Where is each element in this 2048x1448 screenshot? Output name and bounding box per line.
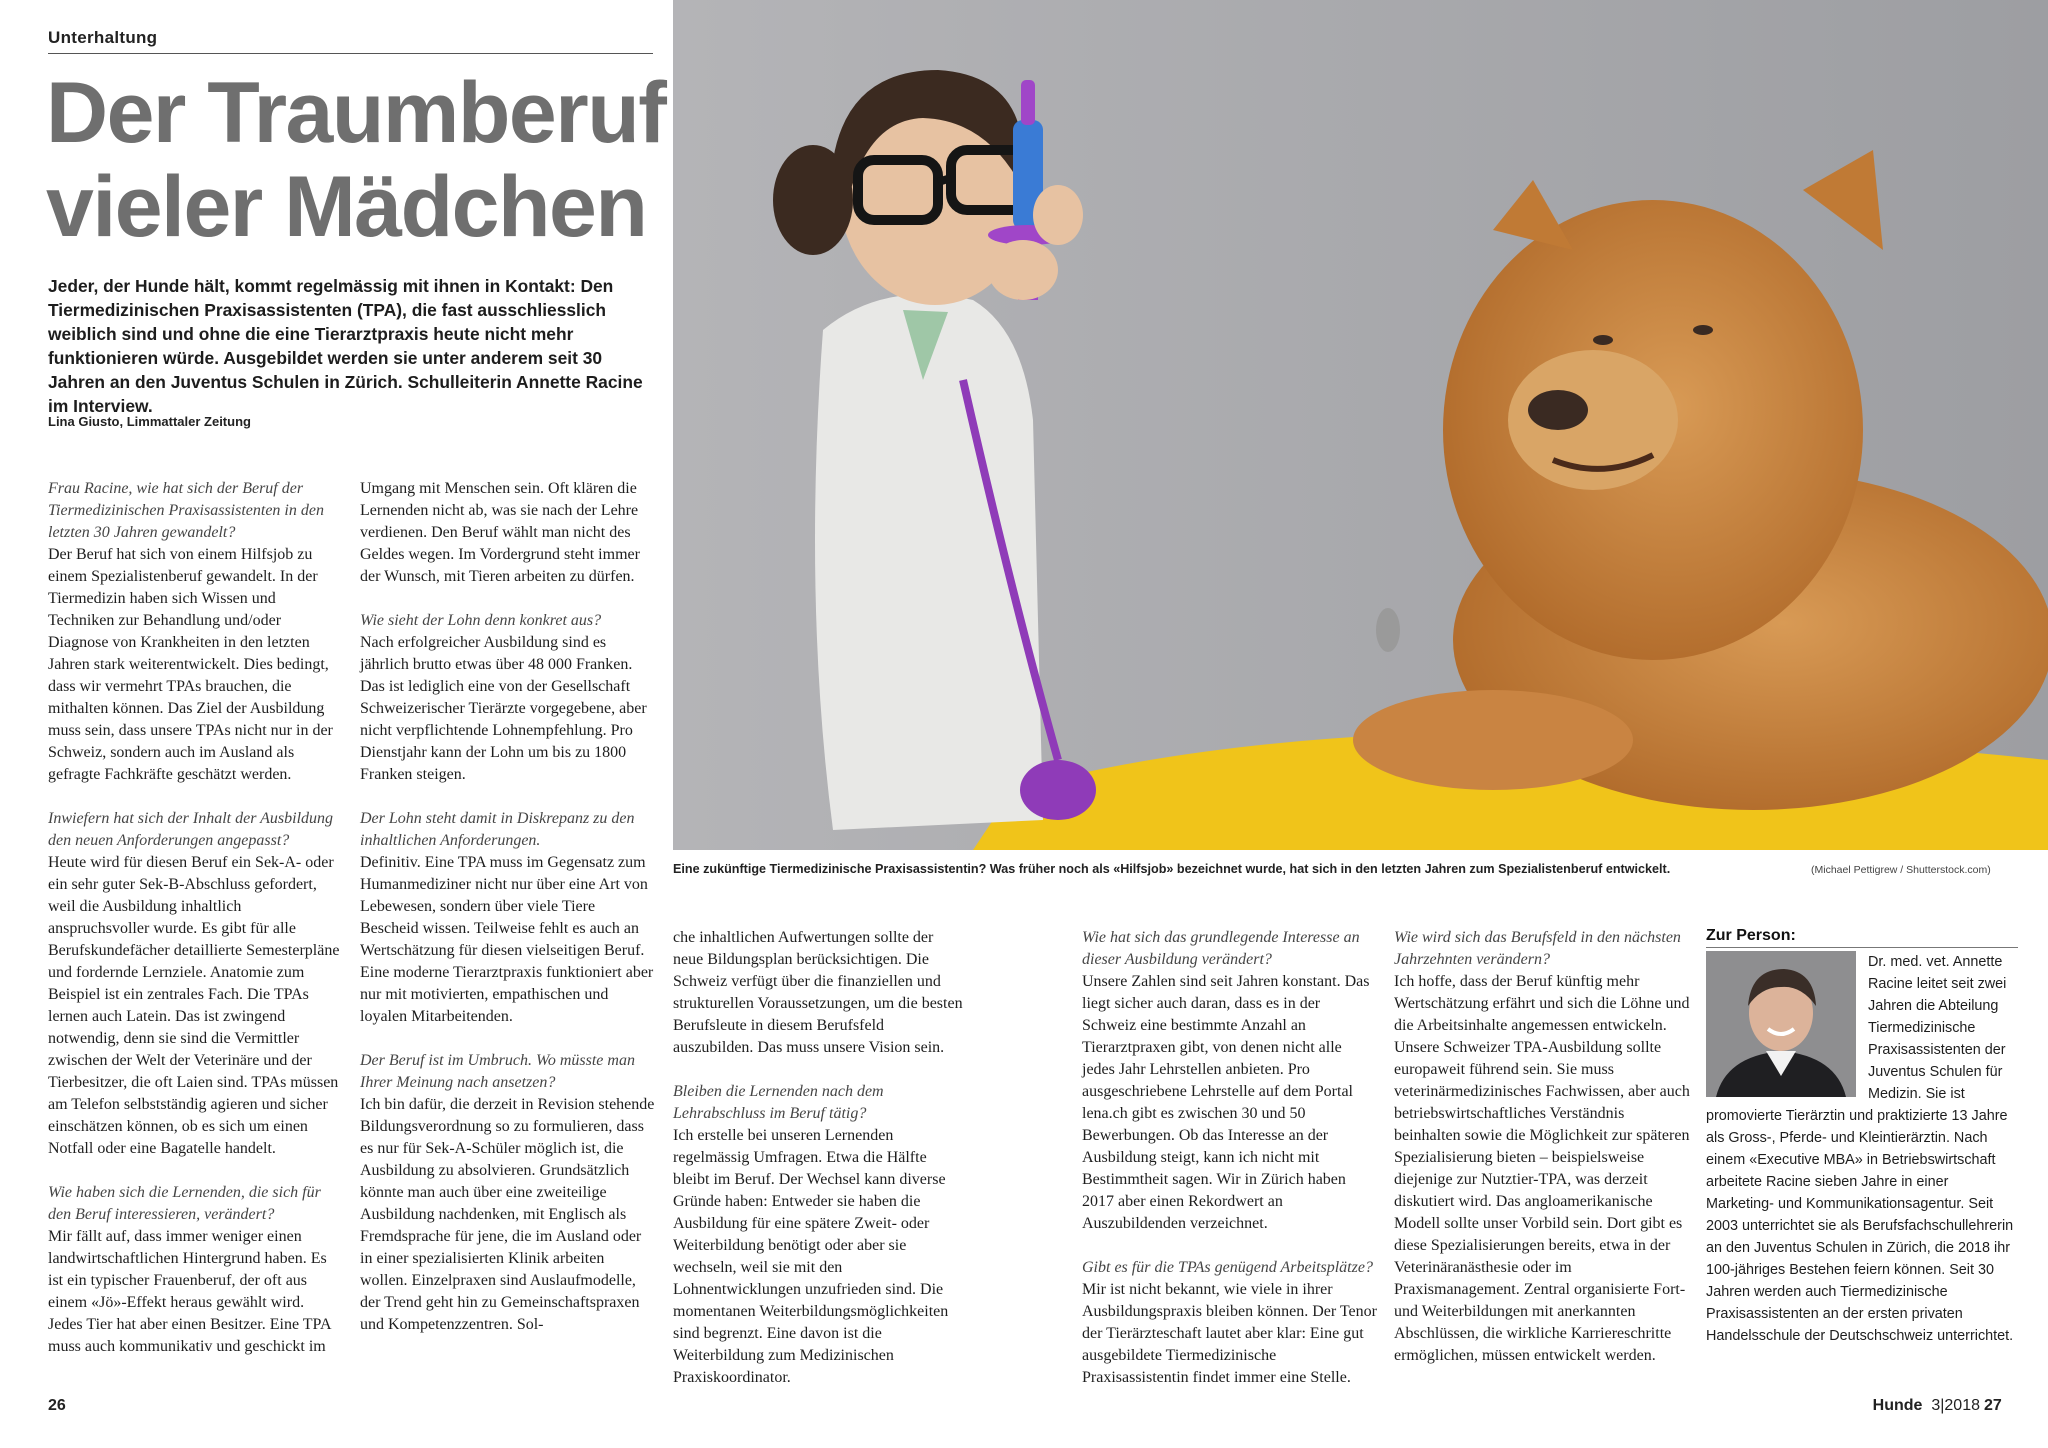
headline-line-1: Der Traumberuf	[46, 65, 666, 161]
person-box	[1706, 951, 2020, 1347]
magazine-name: Hunde	[1872, 1397, 1923, 1414]
interview-question: Bleiben die Lernenden nach dem Lehrabschluss im Beruf tätig?	[673, 1083, 884, 1122]
person-box-heading: Zur Person:	[1706, 927, 1796, 944]
hero-photo	[673, 0, 2048, 850]
page-number-left: 26	[48, 1397, 66, 1414]
qa-block	[360, 610, 655, 786]
qa-block	[1082, 1257, 1378, 1389]
interview-question: Wie haben sich die Lernenden, die sich für den Beruf interessieren, verändert?	[48, 1184, 321, 1223]
qa-block	[1394, 927, 1690, 1367]
qa-block	[673, 927, 967, 1059]
interview-answer: Mir fällt auf, dass immer weniger einen landwirtschaftlichen Hintergrund haben. Es ist ein typischer Frauenberuf, der oft aus einem «Jö»-Effekt heraus gewählt wird. Jedes Tier hat aber einen Besitzer. Eine TPA muss auch kommunikativ und geschickt im	[48, 1228, 331, 1355]
interview-question: Gibt es für die TPAs genügend Arbeitsplätze?	[1082, 1259, 1373, 1276]
interview-question: Der Lohn steht damit in Diskrepanz zu den inhaltlichen Anforderungen.	[360, 810, 635, 849]
portrait-illustration	[1706, 951, 1856, 1097]
hero-photo-illustration	[673, 0, 2048, 850]
interview-answer: Mir ist nicht bekannt, wie viele in ihrer Ausbildungspraxis bleiben können. Der Tenor der Tierärzteschaft lautet aber klar: Eine gut ausgebildete Tiermedizinische Praxisassistentin findet immer eine Stelle.	[1082, 1281, 1377, 1386]
interview-answer: Der Beruf hat sich von einem Hilfsjob zu einem Spezialistenberuf gewandelt. In der Tiermedizin haben sich Wissen und Techniken zur Behandlung und/oder Diagnose von Krankheiten in den letzten Jahren stark weiterentwickelt. Dies bedingt, dass wir vermehrt TPAs brauchen, die mithalten können. Das Ziel der Ausbildung muss sein, dass unsere TPAs nicht nur in der Schweiz, sondern auch im Ausland als gefragte Fachkräfte geschätzt werden.	[48, 546, 333, 783]
interview-answer: Umgang mit Menschen sein. Oft klären die Lernenden nicht ab, was sie nach der Lehre verdienen. Den Beruf wählt man nicht des Geldes wegen. Im Vordergrund steht immer der Wunsch, mit Tieren arbeiten zu dürfen.	[360, 480, 640, 585]
text-column-5	[1394, 927, 1690, 1367]
interview-question: Wie hat sich das grundlegende Interesse an dieser Ausbildung verändert?	[1082, 929, 1360, 968]
qa-block	[48, 478, 342, 786]
interview-question: Wie wird sich das Berufsfeld in den nächsten Jahrzehnten verändern?	[1394, 929, 1681, 968]
text-column-4	[1082, 927, 1378, 1389]
interview-answer: Definitiv. Eine TPA muss im Gegensatz zum Humanmediziner nicht nur über eine Art von Lebewesen, sondern über viele Tiere Bescheid wissen. Teilweise fehlt es auch an Wertschätzung für diesen vielseitigen Beruf. Eine moderne Tierarztpraxis funktioniert aber nur mit motivierten, empathischen und loyalen Mitarbeitenden.	[360, 854, 654, 1025]
text-column-2	[360, 478, 655, 1336]
headline-line-2: vieler Mädchen	[46, 159, 647, 255]
photo-credit: (Michael Pettigrew / Shutterstock.com)	[1811, 864, 1991, 876]
interview-answer: Unsere Zahlen sind seit Jahren konstant. Das liegt sicher auch daran, dass es in der Schweiz eine bestimmte Anzahl an Tierarztpraxen gibt, von denen nicht alle jedes Jahr Lehrstellen anbieten. Pro ausgeschriebene Lehrstelle auf dem Portal lena.ch gibt es zwischen 30 und 50 Bewerbungen. Ob das Interesse an der Ausbildung steigt, kann ich nicht mit Bestimmtheit sagen. Wir in Zürich haben 2017 aber einen Rekordwert an Auszubildenden verzeichnet.	[1082, 973, 1370, 1232]
interview-answer: Ich bin dafür, die derzeit in Revision stehende Bildungsverordnung so zu formulieren, dass es nur für Sek-A-Schüler möglich ist, die Ausbildung zu absolvieren. Grundsätzlich könnte man auch über eine zweiteilige Ausbildung nachdenken, mit Englisch als Fremdsprache für jene, die im Ausland oder in einer spezialisierten Klinik arbeiten wollen. Einzelpraxen sind Auslaufmodelle, der Trend geht hin zu Gemeinschaftspraxen und Kompetenzzentren. Sol-	[360, 1096, 655, 1333]
qa-block	[673, 1081, 967, 1389]
person-box-divider	[1706, 947, 2018, 948]
interview-answer: Nach erfolgreicher Ausbildung sind es jährlich brutto etwas über 48 000 Franken. Das ist lediglich eine von der Gesellschaft Schweizerischer Tierärzte vorgegebene, aber nicht verpflichtende Lohnempfehlung. Pro Dienstjahr kann der Lohn um bis zu 1800 Franken steigen.	[360, 634, 647, 783]
text-column-3	[673, 927, 967, 1389]
qa-block	[360, 1050, 655, 1336]
issue-number: 3|2018	[1931, 1397, 1980, 1414]
byline: Lina Giusto, Limmattaler Zeitung	[48, 414, 251, 429]
interview-answer: Ich hoffe, dass der Beruf künftig mehr Wertschätzung erfährt und sich die Löhne und die Arbeitsinhalte angemessen entwickeln. Unsere Schweizer TPA-Ausbildung sollte europaweit führend sein. Sie muss veterinärmedizinisches Fachwissen, aber auch betriebswirtschaftliches Verständnis beinhalten sowie die Möglichkeit zur späteren Spezialisierung bieten – beispielsweise diejenige zur Nutztier-TPA, was derzeit diskutiert wird. Das angloamerikanische Modell sollte unser Vorbild sein. Dort gibt es diese Spezialisierungen bereits, etwa in der Veterinäranästhesie oder im Praxismanagement. Zentral organisierte Fort- und Weiterbildungen mit anerkannten Abschlüssen, die wirkliche Karriereschritte ermöglichen, müssen entwickelt werden.	[1394, 973, 1690, 1364]
section-label: Unterhaltung	[48, 28, 158, 47]
qa-block	[360, 478, 655, 588]
interview-answer: Heute wird für diesen Beruf ein Sek-A- oder ein sehr guter Sek-B-Abschluss gefordert, weil die Ausbildung inhaltlich anspruchsvoller wurde. Es gibt für alle Berufskundefächer detaillierte Semesterpläne und fordernde Lernziele. Anatomie zum Beispiel ist ein zentrales Fach. Die TPAs lernen auch Latein. Das ist zwingend notwendig, denn sie sind die Vermittler zwischen der Welt der Veterinäre und der Tierbesitzer, die oft Laien sind. TPAs müssen am Telefon selbstständig agieren und sicher einschätzen können, ob es sich um einen Notfall oder eine Bagatelle handelt.	[48, 854, 340, 1157]
magazine-footer	[1840, 1397, 1980, 1415]
qa-block	[1082, 927, 1378, 1235]
text-column-1	[48, 478, 342, 1358]
person-bio: Dr. med. vet. Annette Racine leitet seit zwei Jahren die Abteilung Tiermedizinische Praxisassistenten der Juventus Schulen für Medizin. Sie ist promovierte Tierärztin und praktizierte 13 Jahre als Gross-, Pferde- und Kleintierärztin. Nach einem «Executive MBA» in Betriebswirtschaft arbeitete Racine sieben Jahre in einer Marketing- und Kommunikationsagentur. Seit 2003 unterrichtet sie als Berufsfachschullehrerin an den Juventus Schulen in Zürich, die 2018 ihr 100-jähriges Bestehen feiern können. Seit 30 Jahren werden auch Tiermedizinische Praxisassistenten an der ersten privaten Handelsschule der Deutschschweiz unterrichtet.	[1706, 954, 2014, 1344]
headline	[46, 66, 686, 254]
qa-block	[48, 1182, 342, 1358]
interview-question: Inwiefern hat sich der Inhalt der Ausbildung den neuen Anforderungen angepasst?	[48, 810, 334, 849]
lead-paragraph: Jeder, der Hunde hält, kommt regelmässig mit ihnen in Kontakt: Den Tiermedizinischen Praxisassistenten (TPA), die fast ausschliesslich weiblich sind und ohne die eine Tierarztpraxis heute nicht mehr funktionieren würde. Ausgebildet werden sie unter anderem seit 30 Jahren an den Juventus Schulen in Zürich. Schulleiterin Annette Racine im Interview.	[48, 276, 643, 416]
interview-answer: che inhaltlichen Aufwertungen sollte der neue Bildungsplan berücksichtigen. Die Schweiz verfügt über die finanziellen und strukturellen Voraussetzungen, um die besten Berufsleute in diesem Berufsfeld auszubilden. Das muss unsere Vision sein.	[673, 929, 963, 1056]
interview-question: Wie sieht der Lohn denn konkret aus?	[360, 612, 602, 629]
page-number-right: 27	[1984, 1397, 2002, 1414]
interview-question: Der Beruf ist im Umbruch. Wo müsste man Ihrer Meinung nach ansetzen?	[360, 1052, 635, 1091]
portrait-photo	[1706, 951, 1856, 1097]
photo-caption: Eine zukünftige Tiermedizinische Praxisassistentin? Was früher noch als «Hilfsjob» bezeichnet wurde, hat sich in den letzten Jahren zum Spezialistenberuf entwickelt.	[673, 862, 1671, 876]
qa-block	[360, 808, 655, 1028]
interview-answer: Ich erstelle bei unseren Lernenden regelmässig Umfragen. Etwa die Hälfte bleibt im Beruf. Der Wechsel kann diverse Gründe haben: Entweder sie haben die Ausbildung für eine spätere Zweit- oder Weiterbildung benötigt oder aber sie wechseln, weil sie mit den Lohnentwicklungen unzufrieden sind. Die momentanen Weiterbildungsmöglichkeiten sind begrenzt. Eine davon ist die Weiterbildung zum Medizinischen Praxiskoordinator.	[673, 1127, 949, 1386]
interview-question: Frau Racine, wie hat sich der Beruf der Tiermedizinischen Praxisassistenten in den letzten 30 Jahren gewandelt?	[48, 480, 324, 541]
section-divider	[48, 53, 653, 54]
qa-block	[48, 808, 342, 1160]
